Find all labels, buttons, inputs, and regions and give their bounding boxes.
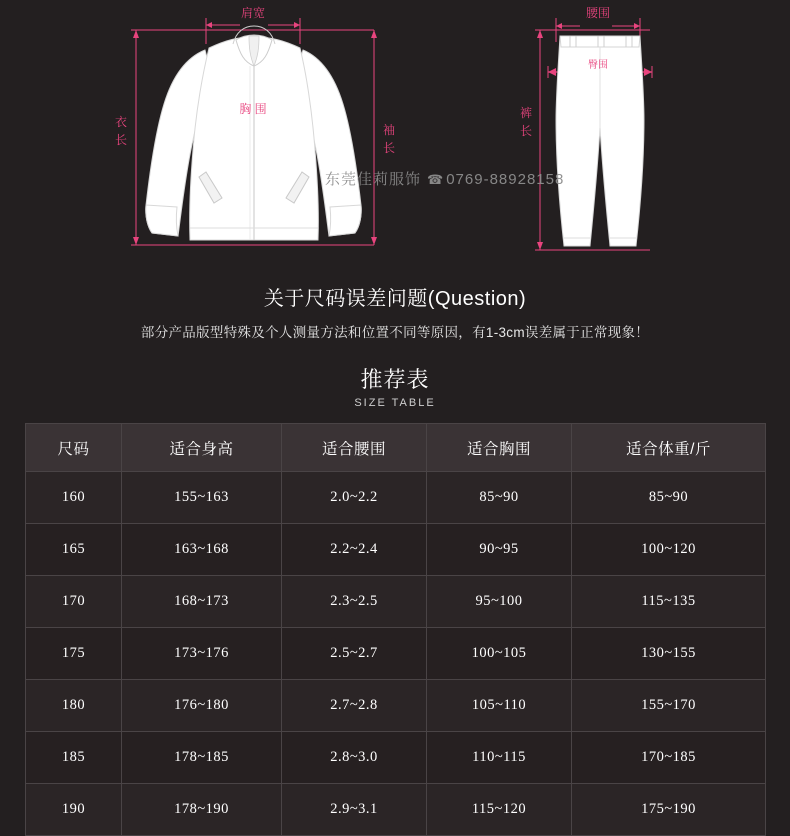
table-cell: 2.9~3.1 [282, 784, 427, 836]
table-cell: 85~90 [572, 472, 766, 524]
table-cell: 180 [26, 680, 122, 732]
table-cell: 2.0~2.2 [282, 472, 427, 524]
table-cell: 165 [26, 524, 122, 576]
diagram-svg [0, 0, 790, 272]
label-waist: 腰围 [585, 6, 611, 20]
table-header-cell: 适合体重/斤 [572, 424, 766, 472]
size-table-wrapper [25, 423, 765, 836]
watermark-phone: 0769-88928158 [446, 171, 565, 188]
table-cell: 110~115 [427, 732, 572, 784]
table-cell: 178~190 [122, 784, 282, 836]
table-cell: 115~120 [427, 784, 572, 836]
table-cell: 105~110 [427, 680, 572, 732]
label-coat-length-2: 长 [114, 133, 128, 147]
table-row [26, 576, 766, 628]
table-cell: 155~170 [572, 680, 766, 732]
table-cell: 168~173 [122, 576, 282, 628]
table-cell: 130~155 [572, 628, 766, 680]
size-table-heading-cn: 推荐表 [360, 367, 430, 392]
table-cell: 115~135 [572, 576, 766, 628]
table-cell: 95~100 [427, 576, 572, 628]
label-pants-length-2: 长 [519, 124, 533, 138]
table-header-row [26, 424, 766, 472]
label-sleeve-length-2: 长 [382, 141, 396, 155]
table-row [26, 732, 766, 784]
table-cell: 85~90 [427, 472, 572, 524]
table-row [26, 472, 766, 524]
garment-measurement-diagram [0, 0, 790, 272]
watermark-brand: 东莞佳莉服饰 [325, 171, 422, 188]
table-cell: 155~163 [122, 472, 282, 524]
table-cell: 190 [26, 784, 122, 836]
table-cell: 2.7~2.8 [282, 680, 427, 732]
label-pants-length-1: 裤 [519, 106, 533, 120]
question-title: 关于尺码误差问题(Question) [263, 288, 527, 310]
table-cell: 2.5~2.7 [282, 628, 427, 680]
table-cell: 2.2~2.4 [282, 524, 427, 576]
table-cell: 100~105 [427, 628, 572, 680]
table-cell: 178~185 [122, 732, 282, 784]
size-table-heading [0, 363, 790, 409]
table-cell: 170~185 [572, 732, 766, 784]
size-table-heading-en: SIZE TABLE [354, 397, 436, 409]
table-cell: 90~95 [427, 524, 572, 576]
table-cell: 170 [26, 576, 122, 628]
table-row [26, 680, 766, 732]
table-cell: 163~168 [122, 524, 282, 576]
label-sleeve-length-1: 袖 [382, 123, 396, 137]
table-cell: 173~176 [122, 628, 282, 680]
question-note: 部分产品版型特殊及个人测量方法和位置不同等原因，有1-3cm误差属于正常现象！ [140, 325, 650, 340]
jacket-illustration [146, 26, 362, 240]
label-shoulder: 肩宽 [240, 6, 266, 20]
table-cell: 2.3~2.5 [282, 576, 427, 628]
table-cell: 160 [26, 472, 122, 524]
table-cell: 175 [26, 628, 122, 680]
label-chest: 胸 围 [239, 102, 267, 116]
size-table [25, 423, 766, 836]
phone-icon: ☎ [427, 172, 445, 187]
table-cell: 100~120 [572, 524, 766, 576]
table-header-cell: 适合腰围 [282, 424, 427, 472]
table-cell: 2.8~3.0 [282, 732, 427, 784]
question-block [0, 282, 790, 341]
label-hip: 臀围 [588, 60, 608, 71]
table-cell: 185 [26, 732, 122, 784]
table-row [26, 628, 766, 680]
table-cell: 176~180 [122, 680, 282, 732]
table-header-cell: 适合身高 [122, 424, 282, 472]
label-coat-length-1: 衣 [114, 115, 128, 129]
table-header-cell: 适合胸围 [427, 424, 572, 472]
table-row [26, 524, 766, 576]
table-header-cell: 尺码 [26, 424, 122, 472]
table-cell: 175~190 [572, 784, 766, 836]
watermark [325, 168, 564, 189]
table-row [26, 784, 766, 836]
